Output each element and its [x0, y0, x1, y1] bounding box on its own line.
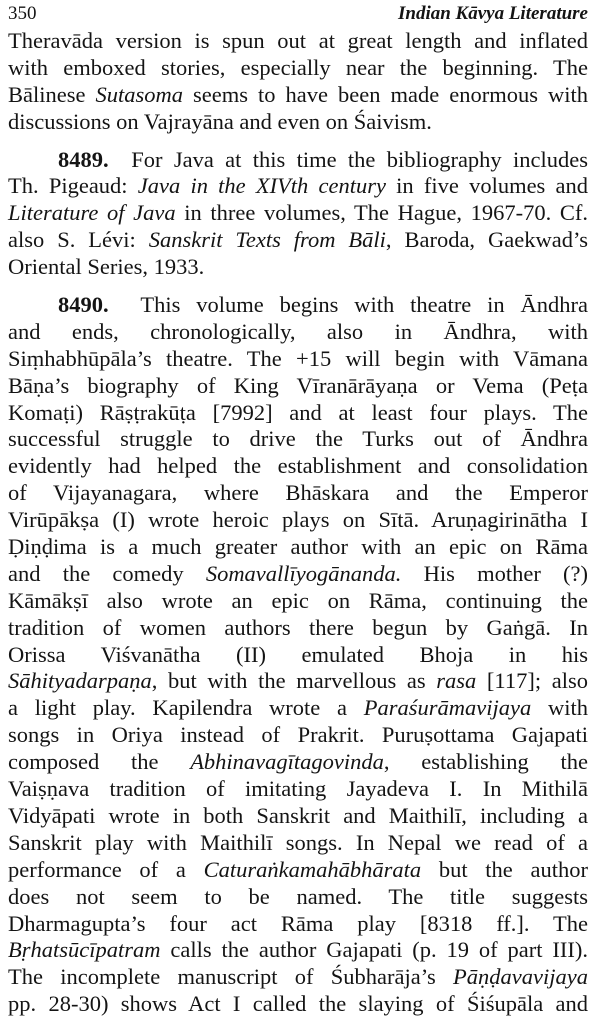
italic-title: Sutasoma: [95, 81, 184, 107]
text-line: [8, 749, 588, 776]
text-run: This volume begins with theatre in Āndhra: [140, 292, 589, 318]
text-run: does not seem to be named. The title suggests: [8, 883, 588, 909]
text-run: but the author: [421, 856, 588, 882]
text-run: in five volumes and: [385, 173, 588, 199]
italic-title: Pāṇḍavavijaya: [453, 964, 588, 990]
text-run: Theravāda version is spun out at great length and inflated: [8, 28, 588, 53]
text-run: Komaṭi) Rāṣṭrakūṭa [7992] and at least four plays. The: [8, 399, 588, 425]
paragraph-gap: [8, 281, 588, 292]
running-title: Indian Kāvya Literature: [397, 3, 588, 24]
text-run: The incomplete manuscript of Śubharāja’s: [8, 964, 454, 990]
text-line: [8, 480, 588, 507]
text-line: [8, 453, 588, 480]
text-run: [117]; also: [476, 668, 588, 694]
text-run: For Java at this time the bibliography includes: [131, 146, 588, 172]
text-line: [8, 373, 588, 400]
text-run: , Baroda, Gaekwad’s: [385, 227, 588, 253]
text-run: calls the author Gajapati (p. 19 of part III).: [160, 937, 588, 963]
text-run: performance of a: [8, 856, 204, 882]
italic-title: Sāhityadarpaṇa: [8, 668, 152, 694]
text-line: [8, 776, 588, 803]
text-run: and ends, chronologically, also in Āndhra, with: [8, 318, 588, 344]
text-line: [8, 346, 588, 373]
text-run: pp. 28-30) shows Act I called the slaying of Śiśupāla and: [8, 991, 588, 1017]
italic-title: Caturaṅkamahābhārata: [203, 856, 422, 882]
text-line: [8, 319, 588, 346]
text-run: songs in Oriya instead of Prakrit. Puruṣottama Gajapati: [8, 722, 588, 748]
text-line: [8, 426, 588, 453]
text-run: a light play. Kapilendra wrote a: [8, 695, 364, 721]
text-line: [8, 642, 588, 669]
text-run: and the comedy: [8, 560, 206, 586]
paragraph-8490: [8, 292, 588, 1018]
text-run: composed the: [8, 749, 191, 775]
text-line: [8, 911, 588, 938]
text-line: [8, 200, 588, 227]
text-run: successful struggle to drive the Turks out of Āndhra: [8, 426, 588, 452]
text-run: , but with the marvellous as: [151, 668, 437, 694]
italic-title: Sanskrit Texts from Bāli: [148, 227, 386, 253]
text-line: [8, 28, 588, 55]
text-run: Vaiṣṇava tradition of imitating Jayadeva I. In Mithilā: [8, 776, 588, 802]
text-line: [8, 588, 588, 615]
text-line: [8, 830, 588, 857]
text-run: Siṃhabhūpāla’s theatre. The +15 will begin with Vāmana: [8, 345, 588, 371]
text-run: Th. Pigeaud:: [8, 173, 138, 199]
paragraph-number: 8490.: [58, 292, 141, 318]
text-run: with: [531, 695, 588, 721]
page-body: [8, 28, 588, 1018]
text-line: [8, 615, 588, 642]
text-run: Sanskrit play with Maithilī songs. In Nepal we read of a: [8, 829, 588, 855]
text-run: Bāṇa’s biography of King Vīranārāyaṇa or Vema (Peṭa: [8, 372, 588, 398]
italic-title: rasa: [436, 668, 477, 694]
text-line: [8, 561, 588, 588]
text-line: [8, 173, 588, 200]
paragraph-8489: [8, 147, 588, 281]
text-run: Ḍiṇḍima is a much greater author with an epic on Rāma: [8, 534, 588, 560]
text-run: , establishing the: [383, 749, 588, 775]
text-run: tradition of women authors there begun by Gaṅgā. In: [8, 614, 588, 640]
page-header: [8, 2, 588, 26]
text-run: also S. Lévi:: [8, 227, 149, 253]
text-run: of Vijayanagara, where Bhāskara and the Emperor: [8, 480, 588, 506]
text-line: [8, 964, 588, 991]
text-line: [8, 937, 588, 964]
text-line: [8, 55, 588, 82]
text-run: in three volumes, The Hague, 1967-70. Cf.: [175, 200, 588, 226]
paragraph-continuation: [8, 28, 588, 136]
italic-title: Abhinavagītagovinda: [190, 749, 384, 775]
text-line: [8, 227, 588, 254]
text-run: Orissa Viśvanātha (II) emulated Bhoja in his: [8, 641, 588, 667]
text-run: Vidyāpati wrote in both Sanskrit and Maithilī, including a: [8, 802, 588, 828]
text-line: [8, 884, 588, 911]
text-line: [8, 991, 588, 1018]
text-line: [8, 292, 588, 319]
paragraph-gap: [8, 136, 588, 147]
text-run: evidently had helped the establishment and consolidation: [8, 453, 588, 479]
text-line: [8, 82, 588, 109]
text-run: seems to have been made enormous with: [183, 81, 588, 107]
text-run: Virūpākṣa (I) wrote heroic plays on Sītā. Aruṇagirinātha I: [8, 507, 588, 533]
italic-title: Bṛhatsūcīpatram: [8, 937, 161, 963]
text-run: with emboxed stories, especially near the beginning. The: [8, 54, 588, 80]
italic-title: Somavallīyogānanda.: [205, 560, 402, 586]
text-line: [8, 147, 588, 174]
text-line: [8, 668, 588, 695]
text-line: [8, 803, 588, 830]
text-line: [8, 400, 588, 427]
text-line: [8, 109, 588, 136]
text-run: Oriental Series, 1933.: [8, 254, 205, 280]
text-run: Bālinese: [8, 81, 96, 107]
text-line: [8, 534, 588, 561]
italic-title: Paraśurāmavijaya: [363, 695, 532, 721]
text-run: His mother (?): [401, 560, 588, 586]
text-line: [8, 254, 588, 281]
text-line: [8, 507, 588, 534]
text-run: Kāmākṣī also wrote an epic on Rāma, continuing the: [8, 587, 588, 613]
italic-title: Literature of Java: [8, 200, 176, 226]
italic-title: Java in the XIVth century: [137, 173, 386, 199]
text-line: [8, 695, 588, 722]
page-number: 350: [8, 3, 37, 24]
text-run: discussions on Vajrayāna and even on Śaivism.: [8, 108, 432, 134]
text-run: Dharmagupta’s four act Rāma play [8318 ff.]. The: [8, 910, 588, 936]
text-line: [8, 857, 588, 884]
paragraph-number: 8489.: [58, 146, 132, 172]
text-line: [8, 722, 588, 749]
